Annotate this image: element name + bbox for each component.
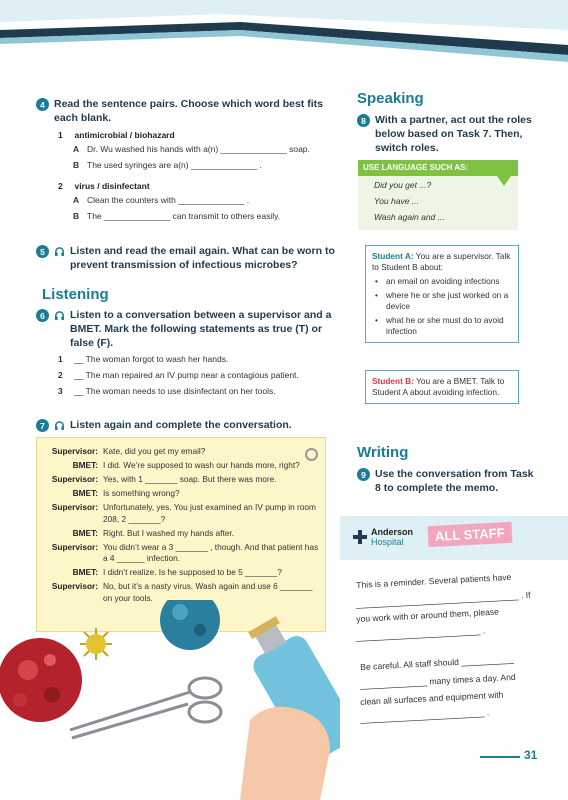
item2-b [73, 211, 280, 221]
memo-line: __________________________________ . If [356, 589, 531, 609]
utterance: You didn’t wear a 3 _______ , though. And that patient has a 4 ______ infection. [103, 541, 319, 563]
blue-virus-icon [160, 600, 220, 650]
sentence-text: Dr. Wu washed his hands with a(n) ______________ soap. [87, 144, 310, 154]
conversation-line [40, 474, 320, 486]
item2-a [73, 195, 249, 205]
hospital-cross-icon [352, 529, 368, 545]
memo-line: This is a reminder. Several patients have [356, 571, 512, 590]
statement-number: 3 [58, 386, 63, 396]
utterance: I did. We’re supposed to wash our hands more, right? [103, 460, 300, 470]
task7-heading [36, 418, 336, 432]
item-title: virus / disinfectant [74, 181, 150, 191]
forceps-icon [70, 678, 221, 738]
conversation-line [40, 460, 320, 472]
student-a-text: You are a supervisor. Talk to Student B about: [372, 251, 511, 272]
conversation-line [40, 502, 320, 525]
page-number: 31 [524, 748, 538, 762]
headphones-icon [54, 420, 65, 431]
item2-title [58, 181, 150, 191]
item-title: antimicrobial / biohazard [74, 130, 175, 140]
task-number-badge: 4 [36, 98, 49, 111]
conversation [40, 446, 320, 607]
sentence-text: Clean the counters with ______________ . [87, 195, 250, 205]
speaker: BMET: [72, 567, 98, 577]
statement-text: __ The woman needs to use disinfectant on her tools. [74, 386, 276, 396]
task-number-badge: 6 [36, 309, 49, 322]
item-letter: A [73, 195, 80, 205]
item-number: 2 [58, 181, 63, 191]
memo-line: ______________ many times a day. And [360, 671, 516, 690]
task8-instruction: With a partner, act out the roles below based on Task 7. Then, switch roles. [375, 114, 532, 154]
language-item: You have ... [374, 196, 419, 206]
conversation-line [40, 542, 320, 565]
red-virus-icon [0, 638, 82, 722]
conversation-line [40, 488, 320, 500]
conversation-line [40, 528, 320, 540]
memo-line: __________________________ . [356, 625, 486, 642]
listening-title: Listening [42, 286, 109, 303]
tf-statement [58, 370, 299, 380]
utterance: Kate, did you get my email? [103, 446, 206, 456]
headphones-icon [54, 246, 65, 257]
item1-title [58, 130, 175, 140]
hospital-name-2: Hospital [371, 537, 404, 547]
task9-instruction: Use the conversation from Task 8 to complete the memo. [375, 468, 534, 494]
bullet-point: • where he or she just worked on a device [372, 290, 512, 312]
hand-icon [240, 707, 330, 800]
task7-instruction: Listen again and complete the conversation. [70, 419, 292, 431]
item1-b [73, 160, 262, 170]
utterance: No, but it’s a nasty virus. Wash again and use 6 _______ on your tools. [103, 581, 313, 603]
page-rule [480, 756, 520, 758]
bullet-point: • what he or she must do to avoid infection [372, 315, 512, 337]
medical-illustration [0, 600, 340, 800]
statement-text: __ The woman forgot to wash her hands. [74, 354, 229, 364]
utterance: Is something wrong? [103, 488, 180, 498]
language-item: Did you get ...? [374, 180, 432, 190]
bullet-text: an email on avoiding infections [386, 276, 500, 286]
speaker: Supervisor: [51, 446, 98, 456]
task4-instruction: Read the sentence pairs. Choose which word best fits each blank. [54, 98, 323, 124]
utterance: Unfortunately, yes. You just examined an IV pump in room 208, 2 _______? [103, 502, 316, 524]
language-arrow-icon [497, 176, 511, 186]
statement-number: 2 [58, 370, 63, 380]
item-letter: B [73, 211, 80, 221]
task6-instruction: Listen to a conversation between a supervisor and a BMET. Mark the following statements as true (T) or false (F). [70, 309, 332, 349]
speaker: Supervisor: [51, 474, 98, 484]
memo-line: __________________________ . [360, 707, 490, 724]
task-number-badge: 9 [357, 468, 370, 481]
item-number: 1 [58, 130, 63, 140]
memo-line: you work with or around them, please [356, 606, 500, 624]
student-b-text: You are a BMET. Talk to Student A about avoiding infection. [372, 376, 505, 397]
task5-heading [36, 244, 336, 272]
headphones-icon [54, 310, 65, 321]
task6-heading [36, 308, 336, 350]
language-item: Wash again and ... [374, 212, 445, 222]
student-b-label: Student B: [372, 376, 414, 386]
conversation-line [40, 446, 320, 458]
statement-number: 1 [58, 354, 63, 364]
conversation-line [40, 567, 320, 579]
task-number-badge: 7 [36, 419, 49, 432]
utterance: I didn’t realize. Is he supposed to be 5 _______? [103, 567, 282, 577]
all-staff-badge: ALL STAFF [428, 522, 513, 547]
speaking-title: Speaking [357, 90, 424, 107]
task9-heading [357, 467, 537, 495]
memo-line: Be careful. All staff should ___________ [360, 653, 515, 672]
task-number-badge: 5 [36, 245, 49, 258]
student-b-card [365, 370, 519, 404]
bullet-text: where he or she just worked on a device [386, 290, 509, 311]
top-banner [0, 0, 568, 70]
speaker: BMET: [72, 488, 98, 498]
memo-line: clean all surfaces and equipment with [360, 689, 504, 707]
task4-heading [36, 97, 336, 125]
sentence-text: The ______________ can transmit to others easily. [87, 211, 281, 221]
writing-title: Writing [357, 444, 409, 461]
task5-instruction: Listen and read the email again. What can be worn to prevent transmission of infectious microbes? [70, 245, 335, 271]
speaker: Supervisor: [51, 541, 98, 552]
hospital-name-1: Anderson [371, 527, 414, 537]
utterance: Right. But I washed my hands after. [103, 527, 234, 538]
student-a-label: Student A: [372, 251, 414, 261]
item1-a [73, 144, 310, 154]
tf-statement [58, 354, 228, 364]
hospital-logo [352, 527, 413, 547]
student-a-card [365, 245, 519, 343]
task-number-badge: 8 [357, 114, 370, 127]
item-letter: A [73, 144, 80, 154]
speaker: Supervisor: [51, 502, 98, 512]
task8-heading [357, 113, 537, 155]
item-letter: B [73, 160, 80, 170]
bullet-point: • an email on avoiding infections [375, 276, 500, 286]
speaker: Supervisor: [51, 581, 98, 591]
speaker: BMET: [72, 527, 98, 538]
language-heading: USE LANGUAGE SUCH AS: [358, 160, 518, 176]
speaker: BMET: [72, 460, 98, 470]
sentence-text: The used syringes are a(n) ______________ . [87, 160, 262, 170]
tf-statement [58, 386, 276, 396]
utterance: Yes, with 1 _______ soap. But there was more. [103, 474, 277, 484]
bullet-text: what he or she must do to avoid infection [386, 315, 504, 336]
yellow-virus-icon [80, 628, 112, 660]
statement-text: __ The man repaired an IV pump near a contagious patient. [74, 370, 299, 380]
